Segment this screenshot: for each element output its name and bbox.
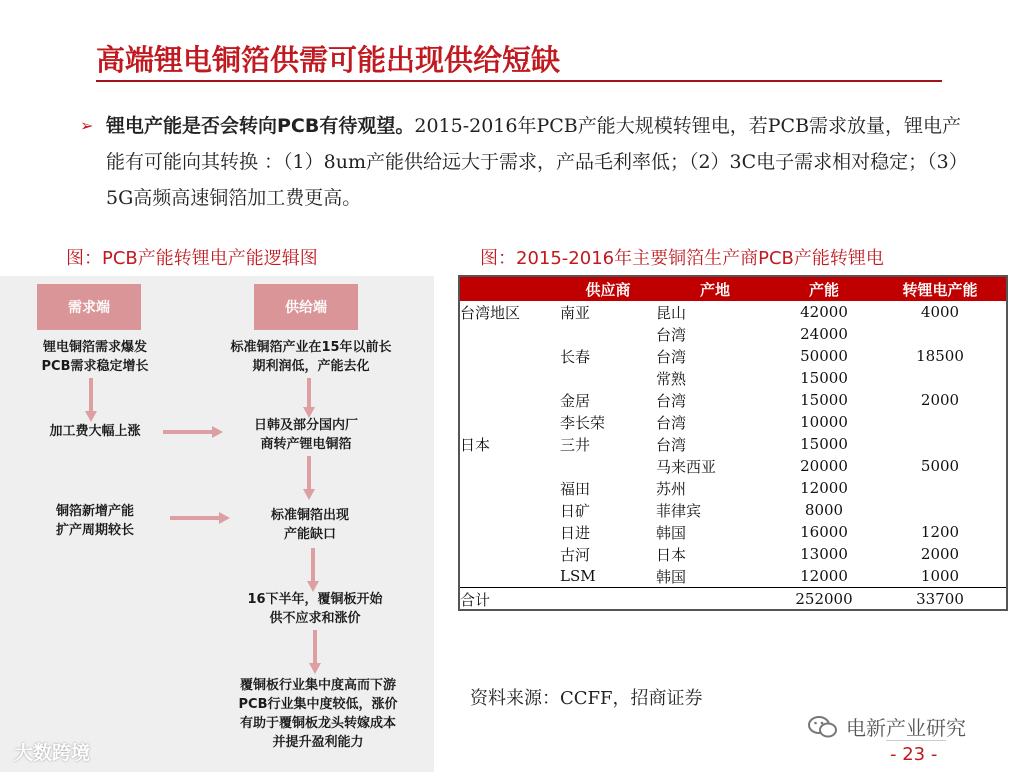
- supplier-cell: 古河: [560, 545, 591, 564]
- flow-node-supply-2: 日韩及部分国内厂 商转产锂电铜箔: [253, 418, 358, 452]
- converted-cell: 5000: [920, 457, 960, 475]
- bullet-arrow-icon: ➢: [80, 116, 94, 135]
- location-cell: 马来西亚: [656, 457, 717, 476]
- capacity-cell: 12000: [800, 479, 848, 497]
- region-cell: [460, 565, 560, 588]
- table-row: [460, 565, 1006, 588]
- table-row: [460, 477, 1006, 499]
- table-row: [460, 411, 1006, 433]
- region-cell: [460, 323, 560, 345]
- supplier-cell: 日矿: [560, 501, 591, 520]
- location-cell: 菲律宾: [656, 501, 702, 520]
- table-row: [460, 499, 1006, 521]
- converted-cell: 1200: [920, 523, 960, 541]
- converted-cell: [874, 367, 1006, 389]
- supplier-cell: 长春: [560, 347, 591, 366]
- wechat-icon: [808, 715, 838, 739]
- flow-node-demand-2: 加工费大幅上涨: [49, 424, 141, 439]
- converted-cell: [874, 477, 1006, 499]
- location-cell: 台湾: [656, 435, 687, 454]
- flow-node-supply-3: 标准铜箔出现 产能缺口: [270, 508, 349, 542]
- converted-cell: 2000: [920, 391, 960, 409]
- demand-header-box: 需求端: [37, 284, 141, 330]
- region-cell: [460, 367, 560, 389]
- converted-cell: [874, 433, 1006, 455]
- table-header-row: [460, 277, 1006, 301]
- table-row: [460, 433, 1006, 455]
- bullet-text: [106, 108, 980, 216]
- wechat-account-label: 电新产业研究: [846, 716, 966, 740]
- bullet-lead: 锂电产能是否会转向PCB有待观望。: [106, 115, 415, 137]
- supplier-cell: [560, 367, 656, 389]
- capacity-cell: 42000: [800, 303, 848, 321]
- table-row: [460, 521, 1006, 543]
- region-cell: [460, 345, 560, 367]
- figure-caption-left: 图：PCB产能转锂电产能逻辑图: [66, 248, 318, 269]
- region-cell: 日本: [460, 435, 491, 454]
- flow-node-supply-4: 16下半年，覆铜板开始 供不应求和涨价: [247, 592, 383, 626]
- capacity-cell: 24000: [800, 325, 848, 343]
- location-cell: 昆山: [656, 303, 687, 322]
- table-header-cell: 产能: [774, 277, 874, 301]
- location-cell: 台湾: [656, 391, 687, 410]
- region-cell: [460, 411, 560, 433]
- supplier-cell: 南亚: [560, 303, 591, 322]
- flow-node-demand-1: 锂电铜箔需求爆发 PCB需求稳定增长: [41, 340, 149, 374]
- total-capacity-cell: 252000: [774, 588, 874, 611]
- data-source-note: 资料来源：CCFF，招商证券: [470, 688, 703, 709]
- table-row: [460, 367, 1006, 389]
- region-cell: [460, 499, 560, 521]
- table-row: [460, 345, 1006, 367]
- title-underline: [96, 80, 942, 82]
- capacity-cell: 50000: [800, 347, 848, 365]
- region-cell: 台湾地区: [460, 303, 521, 322]
- figure-caption-right: 图：2015-2016年主要铜箔生产商PCB产能转锂电: [480, 248, 884, 269]
- bullet-paragraph: [80, 108, 980, 216]
- converted-cell: 18500: [916, 347, 964, 365]
- table-header-cell: 产地: [656, 277, 774, 301]
- capacity-table: [460, 277, 1006, 610]
- table-row: [460, 455, 1006, 477]
- table-total-row: [460, 588, 1006, 611]
- slide-title: 高端锂电铜箔供需可能出现供给短缺: [96, 43, 561, 77]
- supplier-cell: 李长荣: [560, 413, 606, 432]
- flow-node-demand-3: 铜箔新增产能 扩产周期较长: [55, 504, 134, 538]
- region-cell: [460, 477, 560, 499]
- table-header-cell: 转锂电产能: [874, 277, 1006, 301]
- total-label-cell: 合计: [460, 588, 560, 611]
- region-cell: [460, 455, 560, 477]
- arrow-down-s3: [311, 548, 315, 582]
- table-header-cell: [460, 277, 560, 301]
- wechat-brand: [808, 712, 966, 741]
- arrow-down-s1: [307, 378, 311, 408]
- converted-cell: [874, 499, 1006, 521]
- arrow-down-s2: [307, 456, 311, 490]
- converted-cell: [874, 411, 1006, 433]
- location-cell: 台湾: [656, 347, 687, 366]
- converted-cell: 1000: [920, 567, 960, 585]
- supplier-cell: LSM: [560, 567, 596, 585]
- supplier-cell: 金居: [560, 391, 591, 410]
- supplier-cell: [560, 455, 656, 477]
- capacity-cell: 8000: [804, 501, 844, 519]
- table-row: [460, 323, 1006, 345]
- capacity-cell: 15000: [800, 391, 848, 409]
- arrow-right-d3: [170, 516, 220, 520]
- page-number-rule: [886, 740, 946, 741]
- bullet-body: 2015-2016年PCB产能大规模转锂电，若PCB需求放量，锂电产能有可能向其转换 ：（1）8um产能供给远大于需求，产品毛利率低；（2）3C电子需求相对稳定；（3）5G高频高速铜箔加工费更高。: [106, 115, 968, 209]
- flow-node-supply-5: 覆铜板行业集中度高而下游 PCB行业集中度较低，涨价 有助于覆铜板龙头转嫁成本 并提升盈利能力: [238, 678, 398, 750]
- location-cell: 韩国: [656, 523, 687, 542]
- location-cell: 日本: [656, 545, 687, 564]
- page-number: - 23 -: [890, 744, 938, 765]
- arrow-down-d1: [89, 378, 93, 412]
- supply-header-box: 供给端: [254, 284, 358, 330]
- location-cell: 台湾: [656, 413, 687, 432]
- table-row: [460, 543, 1006, 565]
- supplier-cell: [560, 323, 656, 345]
- location-cell: 苏州: [656, 479, 687, 498]
- flow-diagram: [0, 276, 434, 772]
- watermark-text: 大数跨境: [14, 742, 91, 764]
- supplier-cell: 日进: [560, 523, 591, 542]
- capacity-cell: 10000: [800, 413, 848, 431]
- arrow-down-s4: [313, 630, 317, 664]
- total-empty-cell: [560, 588, 656, 611]
- capacity-cell: 16000: [800, 523, 848, 541]
- capacity-cell: 20000: [800, 457, 848, 475]
- region-cell: [460, 521, 560, 543]
- converted-cell: [874, 323, 1006, 345]
- supplier-cell: 三井: [560, 435, 591, 454]
- total-empty-cell: [656, 588, 774, 611]
- location-cell: 韩国: [656, 567, 687, 586]
- capacity-cell: 15000: [800, 369, 848, 387]
- table-row: [460, 389, 1006, 411]
- flow-node-supply-1: 标准铜箔产业在15年以前长 期利润低，产能去化: [230, 340, 392, 374]
- capacity-cell: 15000: [800, 435, 848, 453]
- region-cell: [460, 543, 560, 565]
- supplier-cell: 福田: [560, 479, 591, 498]
- location-cell: 台湾: [656, 325, 687, 344]
- converted-cell: 4000: [920, 303, 960, 321]
- converted-cell: 2000: [920, 545, 960, 563]
- capacity-cell: 12000: [800, 567, 848, 585]
- table-row: [460, 301, 1006, 323]
- capacity-cell: 13000: [800, 545, 848, 563]
- arrow-right-d2: [163, 430, 213, 434]
- location-cell: 常熟: [656, 369, 687, 388]
- region-cell: [460, 389, 560, 411]
- total-converted-cell: 33700: [874, 588, 1006, 611]
- table-header-cell: 供应商: [560, 277, 656, 301]
- capacity-table-frame: [458, 275, 1008, 611]
